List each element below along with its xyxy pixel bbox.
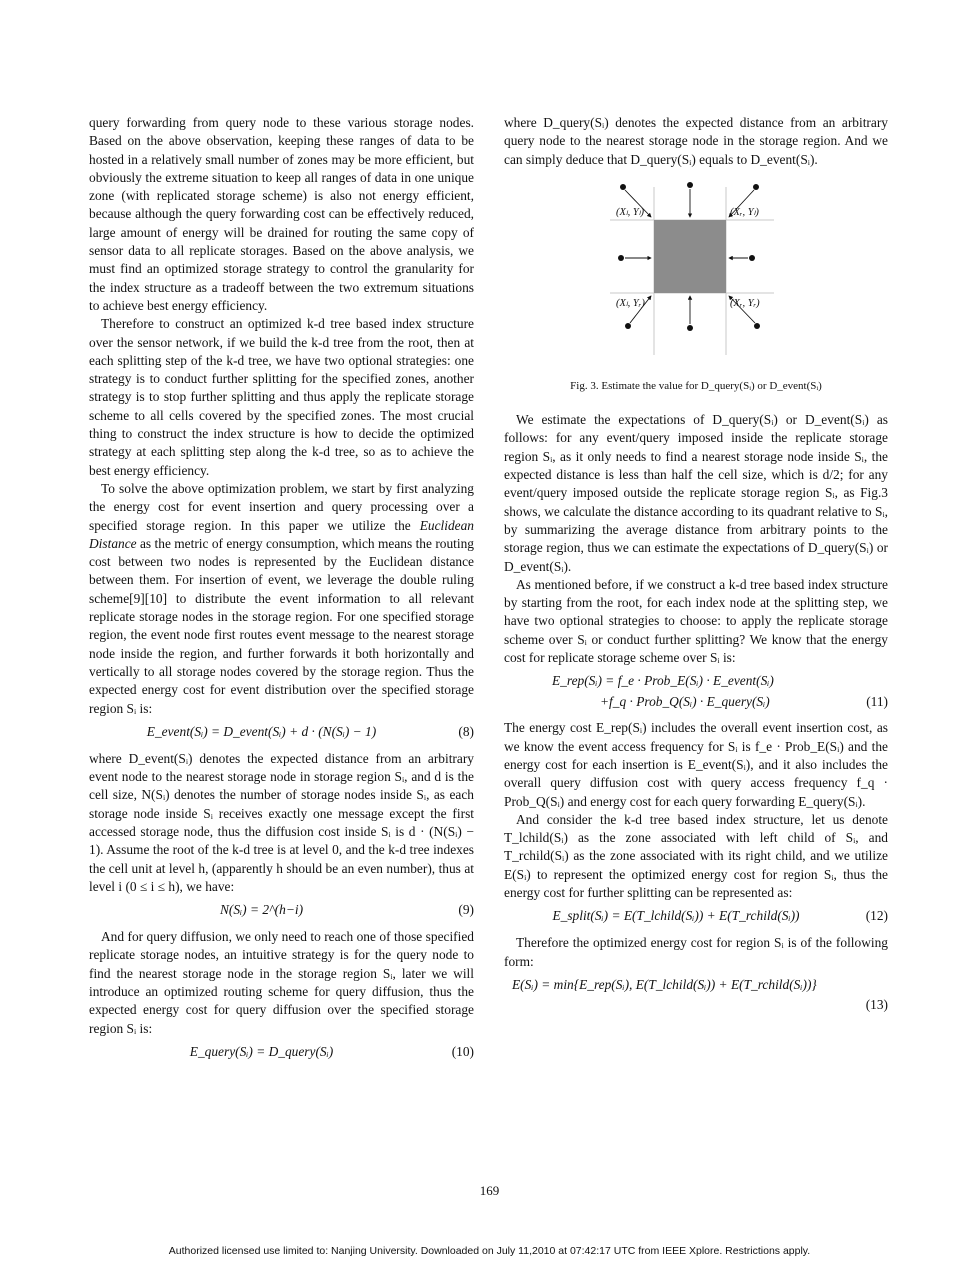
equation-8-formula: E_event(Sᵢ) = D_event(Sᵢ) + d · (N(Sᵢ) − 1) xyxy=(146,723,377,739)
right-column xyxy=(504,114,888,1023)
equation-11-number: (11) xyxy=(866,694,888,710)
left-column xyxy=(89,114,474,1070)
point-top-left xyxy=(620,184,626,190)
left-paragraph-5: And for query diffusion, we only need to reach one of those specified replicate storage nodes, an intuitive strategy is for the query node to find the nearest storage node in the storage region Sᵢ, later we will introduce an optimized routing scheme for query diffusion, thus the expected energy cost for query diffusion over the specified storage region Sᵢ is: xyxy=(89,929,474,1036)
equation-12 xyxy=(504,907,888,929)
left-paragraph-3-a: To solve the above optimization problem, we start by first analyzing the energy cost for event insertion and query processing over a specified storage region. In this paper we utilize the xyxy=(89,480,474,533)
left-paragraph-3-b: as the metric of energy consumption, which means the routing cost between two nodes is represented by the Euclidean distance between them. For insertion of event, we leverage the double ruling scheme[9][10] to distribute the event information to all relevant replicate storage nodes in the storage region. For one specified storage region, the event node first routes event message to the nearest storage node inside the region, and further forwards it both horizontally and vertically to all storage nodes covered by the storage region. Thus the expected energy cost for event distribution over the specified storage region Sᵢ is: xyxy=(89,535,474,716)
left-paragraph-1: query forwarding from query node to these various storage nodes. Based on the above observation, keeping these ranges of data to be hosted in a relatively small number of zones may be more efficient, but obviously the extreme situation to keep all ranges of data in one unique zone (with replicated storage scheme) is also not energy efficient, because although the query forwarding cost can be effectively reduced, large amount of energy will be drained for routing the same copy of sensor data to all replicate storages. Based on the above analysis, we must find an optimized storage strategy to control the granularity for the index structure as a tradeoff between the two extremum situations to achieve best energy efficiency. xyxy=(89,115,474,313)
point-top-right xyxy=(753,184,759,190)
point-left xyxy=(618,255,624,261)
label-top-left: (Xₗ, Yₗ) xyxy=(616,206,644,218)
point-bottom-left xyxy=(625,323,631,329)
point-top xyxy=(687,182,693,188)
left-paragraph-4: where D_event(Sᵢ) denotes the expected distance from an arbitrary event node to the nearest storage node in storage region Sᵢ, and d is the cell size, N(Sᵢ) denotes the number of storage nodes inside Sᵢ, as each storage node inside Sᵢ receives exactly one message except the first accessed storage node, thus the diffusion cost inside Sᵢ is d · (N(Sᵢ) − 1). Assume the root of the k-d tree is at level 0, and the k-d tree indexes the cell unit at level h, (apparently h should be an even number), thus at level i (0 ≤ i ≤ h), we have: xyxy=(89,750,474,894)
equation-13 xyxy=(504,976,888,1018)
left-paragraph-3 xyxy=(89,480,474,718)
right-paragraph-3: As mentioned before, if we construct a k-d tree based index structure by starting from the root, for each index node at the splitting step, we have two optional strategies to choose: to apply the replicate storage scheme over Sᵢ or conduct further splitting? We know that the energy cost for replicate storage scheme over Sᵢ is: xyxy=(504,576,888,666)
equation-13-formula: E(Sᵢ) = min{E_rep(Sᵢ), E(T_lchild(Sᵢ)) + E(T_rchild(Sᵢ))} xyxy=(512,976,817,992)
figure-3 xyxy=(504,175,888,375)
figure-3-caption: Fig. 3. Estimate the value for D_query(Sᵢ) or D_event(Sᵢ) xyxy=(570,379,822,392)
right-paragraph-6: Therefore the optimized energy cost for region Sᵢ is of the following form: xyxy=(504,935,888,969)
license-footer: Authorized licensed use limited to: Nanjing University. Downloaded on July 11,2010 at 07:42:17 UTC from IEEE Xplore. Restrictions apply. xyxy=(168,1245,811,1257)
right-paragraph-5: And consider the k-d tree based index structure, let us denote T_lchild(Sᵢ) as the zone associated with left child of Sᵢ, and T_rchild(Sᵢ) as the zone associated with its right child, and we utilize E(Sᵢ) to represent the optimized energy cost for region Sᵢ, thus the energy cost for further splitting can be represented as: xyxy=(504,811,888,901)
equation-10-number: (10) xyxy=(451,1043,474,1059)
equation-9-number: (9) xyxy=(458,902,474,918)
equation-12-number: (12) xyxy=(865,908,888,924)
right-paragraph-2: We estimate the expectations of D_query(Sᵢ) or D_event(Sᵢ) as follows: for any event/query imposed inside the replicate storage region Sᵢ, as it only needs to find a nearest storage node inside Sᵢ, the expected distance is less than half the cell size, which is d/2; for any event/query imposed outside the replicate storage region Sᵢ, as Fig.3 shows, we calculate the distance according to its quadrant relative to Sᵢ, by summarizing the average distance from arbitrary points to the storage region, thus we can estimate the expectations of D_query(Sᵢ) or D_event(Sᵢ). xyxy=(504,412,888,574)
right-paragraph-1: where D_query(Sᵢ) denotes the expected distance from an arbitrary query node to the nearest storage node in the storage region. And we can simply deduce that D_query(Sᵢ) equals to D_event(Sᵢ). xyxy=(504,115,888,167)
equation-13-number: (13) xyxy=(865,996,888,1012)
label-top-right: (Xᵣ, Yₗ) xyxy=(730,206,759,218)
equation-11-line-2: +f_q · Prob_Q(Sᵢ) · E_query(Sᵢ) xyxy=(600,694,770,710)
point-bottom-right xyxy=(754,323,760,329)
equation-8-number: (8) xyxy=(458,723,474,739)
equation-11 xyxy=(504,672,888,714)
left-paragraph-2: Therefore to construct an optimized k-d tree based index structure over the sensor network, if we build the k-d tree from the root, then at each splitting step of the k-d tree, we have two optional strategies: one strategy is to conduct further splitting for the specified zones, another strategy is to stop further splitting and thus apply the replicate storage scheme to all cells covered by the specified zones. The most crucial thing to construct the index structure is how to decide the optimized strategy at each splitting step along the k-d tree, so as to achieve the best energy efficiency. xyxy=(89,316,474,478)
page-number: 169 xyxy=(479,1183,500,1198)
label-bottom-left: (Xₗ, Yᵣ) xyxy=(616,297,645,309)
label-bottom-right: (Xᵣ, Yᵣ) xyxy=(730,297,760,309)
storage-region xyxy=(654,220,726,293)
right-paragraph-4: The energy cost E_rep(Sᵢ) includes the overall event insertion cost, as we know the event access frequency for Sᵢ is f_e · Prob_E(Sᵢ) and the energy cost for each insertion is E_event(Sᵢ), and it also includes the overall query diffusion cost with query access frequency f_q · Prob_Q(Sᵢ) and energy cost for each query forwarding E_query(Sᵢ). xyxy=(504,720,888,809)
equation-11-line-1: E_rep(Sᵢ) = f_e · Prob_E(Sᵢ) · E_event(Sᵢ) xyxy=(552,673,774,689)
figure-3-diagram xyxy=(504,175,888,375)
equation-8 xyxy=(89,723,474,745)
equation-10-formula: E_query(Sᵢ) = D_query(Sᵢ) xyxy=(189,1043,334,1059)
equation-9-formula: N(Sᵢ) = 2^(h−i) xyxy=(219,902,304,918)
equation-10 xyxy=(89,1043,474,1065)
point-bottom xyxy=(687,325,693,331)
euclidean-distance-term: Euclidean Distance xyxy=(89,517,474,551)
equation-12-formula: E_split(Sᵢ) = E(T_lchild(Sᵢ)) + E(T_rchild(Sᵢ)) xyxy=(552,908,800,924)
equation-9 xyxy=(89,901,474,923)
point-right xyxy=(749,255,755,261)
